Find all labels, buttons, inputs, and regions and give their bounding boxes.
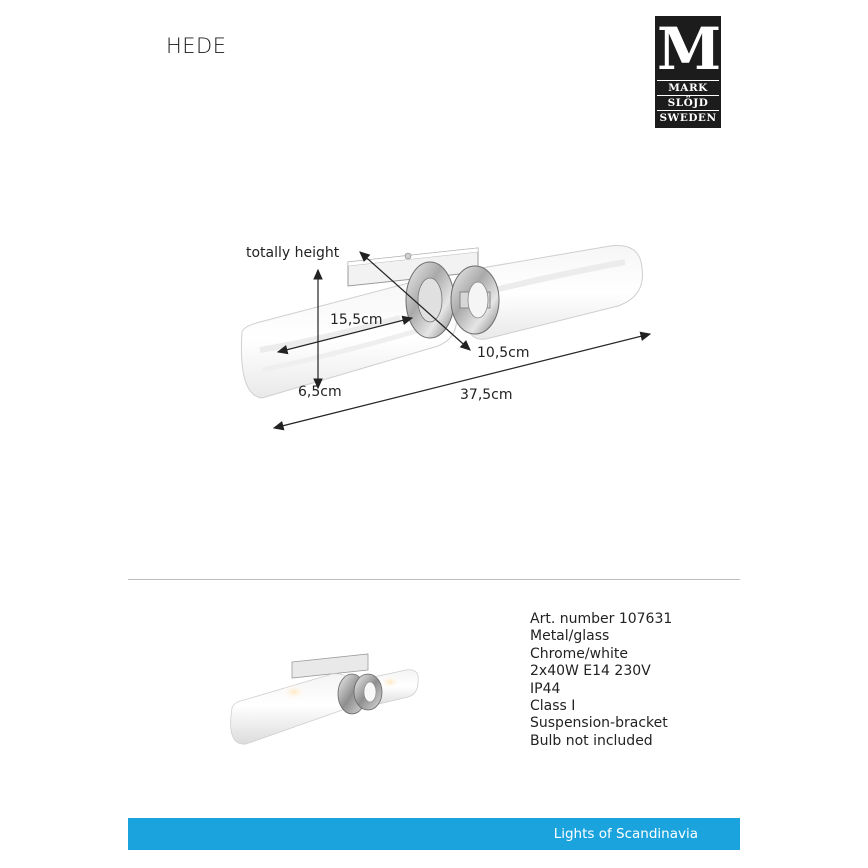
spec-list [530,611,672,750]
chrome-holder-right [451,266,499,334]
spec-class: Class I [530,698,576,715]
spec-power: 2x40W E14 230V [530,663,651,680]
logo-word-3: SWEDEN [657,110,719,125]
depth-label: 15,5cm [330,312,383,328]
diameter-label: 6,5cm [298,384,342,400]
wall-label: 10,5cm [477,345,530,361]
section-divider [128,579,740,580]
height-label: totally height [246,245,340,261]
footer-text: Lights of Scandinavia [553,826,698,842]
logo-letter: M [657,15,722,83]
length-label: 37,5cm [460,387,513,403]
logo-word-1: MARK [657,80,719,95]
footer-bar [128,818,740,850]
spec-material: Metal/glass [530,628,610,645]
product-photo [220,650,420,750]
product-title: HEDE [166,34,227,58]
spec-ip-rating: IP44 [530,680,561,697]
spec-finish: Chrome/white [530,645,628,662]
spec-article-number: Art. number 107631 [530,611,673,627]
spec-mounting: Suspension-bracket [530,715,668,732]
spec-bulb: Bulb not included [530,732,653,749]
logo-word-2: SLÖJD [657,95,719,110]
